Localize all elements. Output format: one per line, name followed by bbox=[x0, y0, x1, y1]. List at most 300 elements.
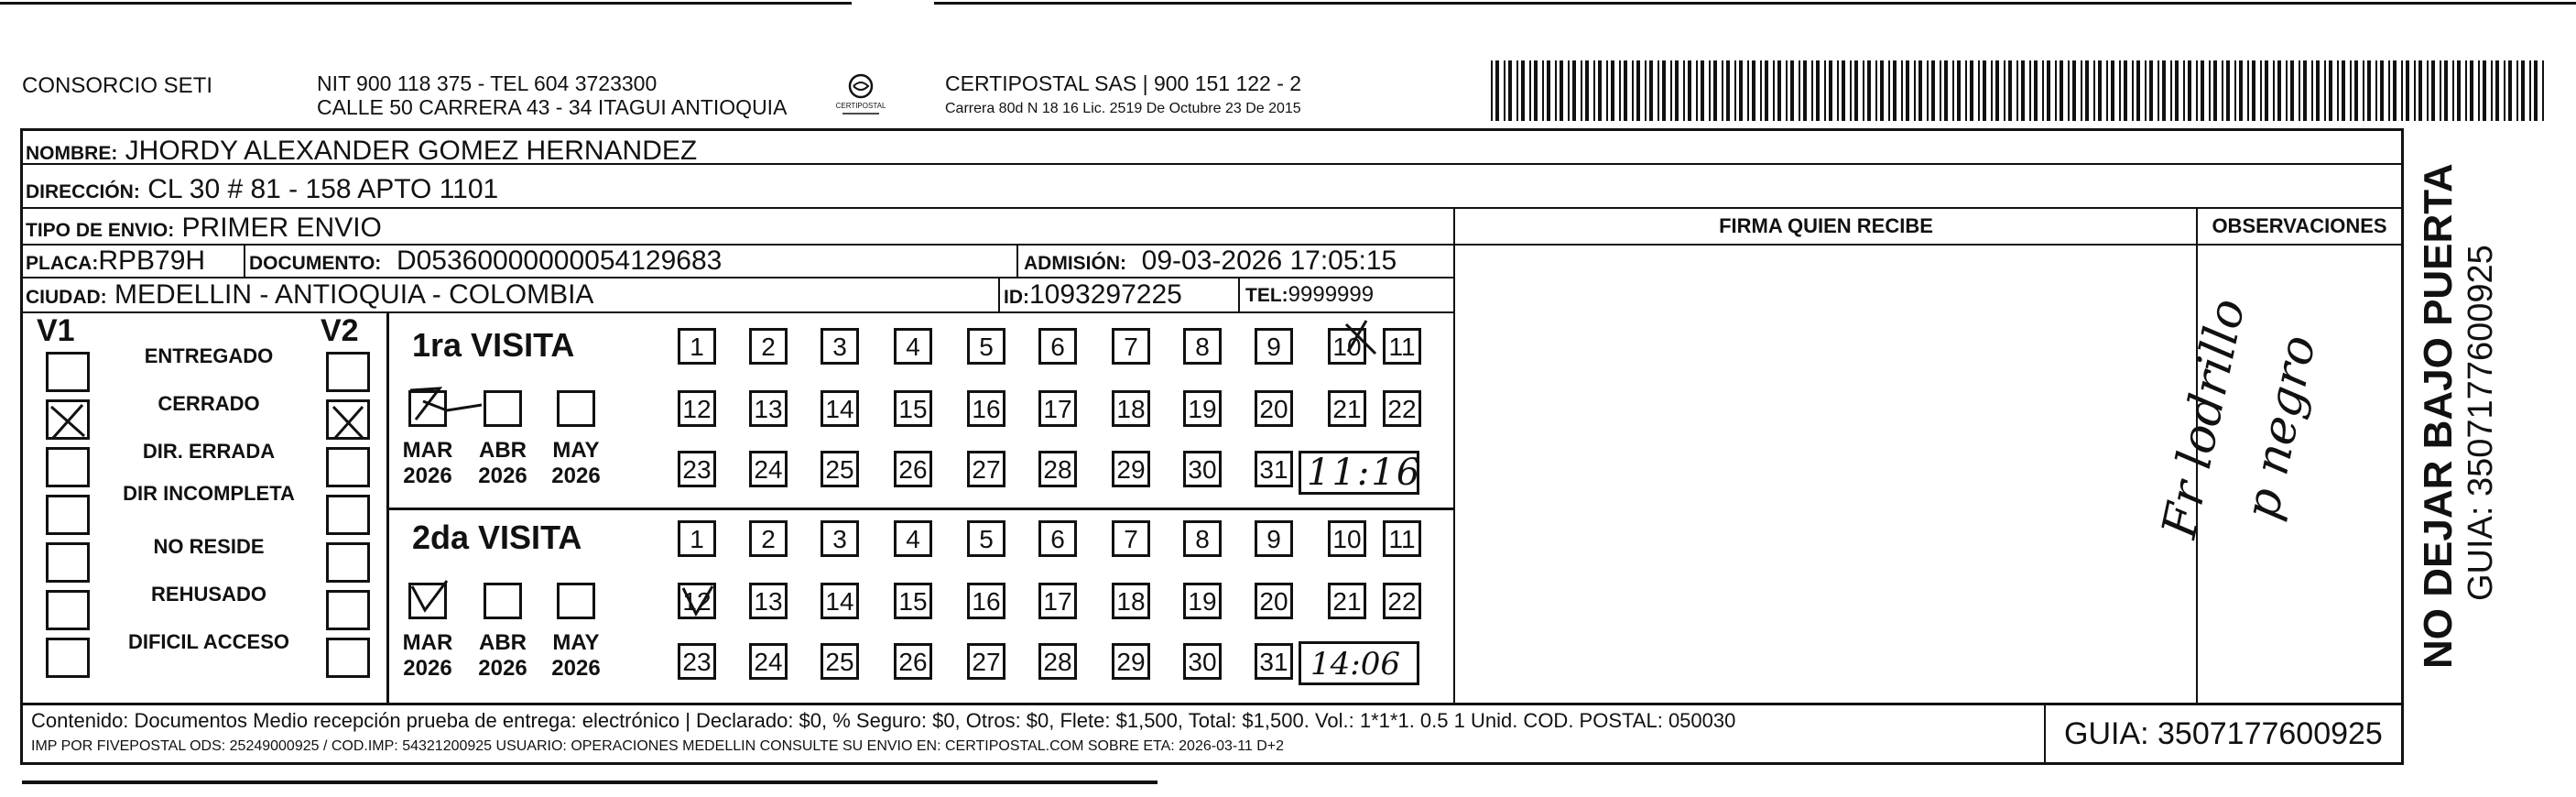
barcode-bar bbox=[1931, 60, 1935, 121]
visit1-time: 11:16 bbox=[1307, 452, 1422, 494]
visit2-day-box[interactable]: 23 bbox=[678, 643, 716, 680]
id-row bbox=[1004, 279, 1182, 311]
barcode-bar bbox=[2226, 60, 2230, 121]
barcode-bar bbox=[1842, 60, 1845, 121]
barcode-bar bbox=[2350, 60, 2352, 121]
barcode-bar bbox=[1701, 60, 1704, 121]
v2-checkbox-0[interactable] bbox=[326, 352, 370, 392]
barcode-bar bbox=[2504, 60, 2505, 121]
barcode-bar bbox=[2042, 60, 2044, 121]
visit1-day-box[interactable]: 17 bbox=[1038, 390, 1077, 427]
visit2-day-box[interactable]: 22 bbox=[1383, 583, 1421, 619]
signature-header: FIRMA QUIEN RECIBE bbox=[1719, 214, 1933, 237]
visit1-day-box[interactable]: 20 bbox=[1255, 390, 1293, 427]
barcode-bar bbox=[2427, 60, 2429, 121]
tel-value: 9999999 bbox=[1288, 282, 1375, 307]
tel-label: TEL: bbox=[1245, 285, 1288, 306]
status-option-label: DIR. ERRADA bbox=[142, 440, 276, 463]
barcode-bar bbox=[2004, 60, 2005, 121]
signature-left-border bbox=[1453, 207, 1455, 704]
footer-line bbox=[20, 703, 2404, 705]
visit1-year-label: 2026 bbox=[403, 464, 452, 488]
visit1-time-box bbox=[1299, 451, 1422, 495]
visit2-day-box[interactable]: 17 bbox=[1038, 583, 1077, 619]
footer-imp: IMP POR FIVEPOSTAL ODS: 25249000925 / COD.IMP: 54321200925 USUARIO: OPERACIONES MEDELLIN CONSULTE SU ENVIO EN: CERTIPOSTAL.COM SOBRE ETA: 2026-03-11 D+2 bbox=[31, 738, 1285, 754]
v1-checkbox-0[interactable] bbox=[46, 352, 90, 392]
barcode-bar bbox=[1529, 60, 1531, 121]
visit1-day-box[interactable]: 22 bbox=[1383, 390, 1421, 427]
barcode-bar bbox=[2406, 60, 2409, 121]
barcode-bar bbox=[1978, 60, 1980, 121]
barcode-bar bbox=[2260, 60, 2262, 121]
barcode-bar bbox=[1542, 60, 1544, 121]
visit2-year-label: 2026 bbox=[551, 656, 601, 681]
barcode-bar bbox=[2196, 60, 2198, 121]
observations-note-1: Fr lodrillo bbox=[2152, 294, 2256, 543]
barcode-bar bbox=[2542, 60, 2544, 121]
barcode-bar bbox=[1765, 60, 1768, 121]
name-label: NOMBRE: bbox=[26, 143, 118, 164]
v1-label: V1 bbox=[37, 313, 75, 348]
visit2-month-box-1[interactable] bbox=[484, 583, 522, 619]
shipment-type: PRIMER ENVIO bbox=[181, 213, 382, 243]
visit2-day-box[interactable]: 13 bbox=[749, 583, 788, 619]
company-address: CALLE 50 CARRERA 43 - 34 ITAGUI ANTIOQUIA bbox=[317, 95, 788, 119]
barcode-bar bbox=[2440, 60, 2441, 121]
v2-checkbox-6[interactable] bbox=[326, 638, 370, 678]
barcode-bar bbox=[2380, 60, 2384, 121]
visit2-day-box[interactable]: 10 bbox=[1328, 520, 1366, 557]
barcode bbox=[1491, 60, 2553, 121]
barcode-bar bbox=[2311, 60, 2313, 121]
barcode-bar bbox=[2414, 60, 2416, 121]
barcode-bar bbox=[1645, 60, 1647, 121]
barcode-bar bbox=[2149, 60, 2153, 121]
barcode-bar bbox=[2209, 60, 2211, 121]
barcode-bar bbox=[1739, 60, 1743, 121]
shipment-label: TIPO DE ENVIO: bbox=[26, 220, 175, 241]
barcode-bar bbox=[2277, 60, 2281, 121]
visit2-day-box[interactable]: 27 bbox=[967, 643, 1005, 680]
barcode-bar bbox=[1773, 60, 1775, 121]
barcode-bar bbox=[2337, 60, 2339, 121]
barcode-bar bbox=[2465, 60, 2467, 121]
visit1-day-box[interactable]: 5 bbox=[967, 328, 1005, 365]
visit1-day-box[interactable]: 23 bbox=[678, 451, 716, 487]
visit1-day-box[interactable]: 6 bbox=[1038, 328, 1077, 365]
visit1-day-box[interactable]: 18 bbox=[1112, 390, 1150, 427]
barcode-bar bbox=[1624, 60, 1627, 121]
id-label: ID: bbox=[1004, 287, 1029, 308]
visit2-day-box[interactable]: 19 bbox=[1183, 583, 1222, 619]
barcode-bar bbox=[1927, 60, 1929, 121]
company-name: CONSORCIO SETI bbox=[22, 73, 213, 98]
barcode-bar bbox=[1863, 60, 1864, 121]
visit2-time: 14:06 bbox=[1310, 646, 1400, 682]
footer-contents: Contenido: Documentos Medio recepción prueba de entrega: electrónico | Declarado: $0, % Seguro: $0, Otros: $0, Flete: $1,500, Total: $1,500. Vol.: 1*1*1. 0.5 1 Unid. COD. POSTAL: 050030 bbox=[31, 709, 1736, 732]
barcode-bar bbox=[2534, 60, 2538, 121]
visit2-day-mark-icon bbox=[676, 581, 718, 621]
observations-note-2: p negro bbox=[2234, 330, 2328, 525]
visit2-day-box[interactable]: 29 bbox=[1112, 643, 1150, 680]
barcode-bar bbox=[1547, 60, 1550, 121]
barcode-bar bbox=[2072, 60, 2076, 121]
side-guide-number: GUIA: 3507177600925 bbox=[2462, 245, 2500, 601]
visit1-day-box[interactable]: 10 bbox=[1328, 328, 1366, 365]
barcode-bar bbox=[2106, 60, 2108, 121]
barcode-bar bbox=[2444, 60, 2448, 121]
barcode-bar bbox=[2239, 60, 2243, 121]
visit1-day-box[interactable]: 4 bbox=[894, 328, 932, 365]
v1-checkbox-4[interactable] bbox=[46, 542, 90, 583]
barcode-bar bbox=[1995, 60, 1999, 121]
barcode-bar bbox=[2047, 60, 2050, 121]
visit1-day-box[interactable]: 2 bbox=[749, 328, 788, 365]
barcode-bar bbox=[1534, 60, 1538, 121]
shipment-row bbox=[26, 213, 382, 244]
barcode-bar bbox=[1888, 60, 1890, 121]
barcode-bar bbox=[1799, 60, 1800, 121]
barcode-bar bbox=[2060, 60, 2063, 121]
barcode-bar bbox=[1675, 60, 1679, 121]
visit1-month-label: MAY bbox=[552, 438, 600, 463]
visit1-day-box[interactable]: 25 bbox=[821, 451, 859, 487]
visit2-year-label: 2026 bbox=[403, 656, 452, 681]
visit2-day-box[interactable]: 18 bbox=[1112, 583, 1150, 619]
barcode-bar bbox=[2273, 60, 2275, 121]
barcode-bar bbox=[2431, 60, 2435, 121]
barcode-bar bbox=[2068, 60, 2070, 121]
visit2-month-label: MAY bbox=[552, 630, 600, 655]
visit2-month-label: ABR bbox=[479, 630, 527, 655]
visit2-day-box[interactable]: 4 bbox=[894, 520, 932, 557]
barcode-bar bbox=[1508, 60, 1512, 121]
v2-checkbox-5[interactable] bbox=[326, 590, 370, 630]
visit2-month-mark-icon bbox=[407, 577, 452, 619]
barcode-bar bbox=[1944, 60, 1948, 121]
barcode-bar bbox=[1752, 60, 1755, 121]
barcode-bar bbox=[2354, 60, 2358, 121]
visit1-month-label: ABR bbox=[479, 438, 527, 463]
frame-left bbox=[20, 128, 23, 765]
barcode-bar bbox=[1811, 60, 1813, 121]
visit1-day-box[interactable]: 19 bbox=[1183, 390, 1222, 427]
barcode-bar bbox=[1854, 60, 1858, 121]
v2-cerrado-mark-icon bbox=[326, 401, 370, 442]
barcode-bar bbox=[1516, 60, 1518, 121]
visit2-day-box[interactable]: 30 bbox=[1183, 643, 1222, 680]
visit2-day-box[interactable]: 2 bbox=[749, 520, 788, 557]
barcode-bar bbox=[1940, 60, 1941, 121]
barcode-bar bbox=[1803, 60, 1807, 121]
certipostal-logo bbox=[835, 71, 886, 119]
visit2-day-box[interactable]: 12 bbox=[678, 583, 716, 619]
visit2-title: 2da VISITA bbox=[412, 519, 582, 556]
visit2-day-box[interactable]: 6 bbox=[1038, 520, 1077, 557]
barcode-bar bbox=[1581, 60, 1582, 121]
barcode-bar bbox=[1816, 60, 1820, 121]
barcode-bar bbox=[2222, 60, 2223, 121]
barcode-bar bbox=[2145, 60, 2147, 121]
barcode-bar bbox=[2162, 60, 2166, 121]
barcode-bar bbox=[2457, 60, 2461, 121]
v1-checkbox-5[interactable] bbox=[46, 590, 90, 630]
barcode-bar bbox=[2375, 60, 2377, 121]
barcode-bar bbox=[1585, 60, 1589, 121]
barcode-bar bbox=[2034, 60, 2038, 121]
visit1-day-box[interactable]: 12 bbox=[678, 390, 716, 427]
barcode-bar bbox=[1824, 60, 1826, 121]
visit1-day-box[interactable]: 8 bbox=[1183, 328, 1222, 365]
barcode-bar bbox=[1991, 60, 1993, 121]
visit1-day-box[interactable]: 7 bbox=[1112, 328, 1150, 365]
cell-divider bbox=[998, 277, 1000, 311]
barcode-bar bbox=[2324, 60, 2326, 121]
visit2-day-box[interactable]: 8 bbox=[1183, 520, 1222, 557]
plate-label: PLACA: bbox=[26, 253, 99, 274]
barcode-bar bbox=[1619, 60, 1621, 121]
barcode-bar bbox=[2363, 60, 2364, 121]
recipient-address: CL 30 # 81 - 158 APTO 1101 bbox=[147, 174, 499, 204]
visit2-day-box[interactable]: 5 bbox=[967, 520, 1005, 557]
barcode-bar bbox=[1658, 60, 1659, 121]
barcode-bar bbox=[1504, 60, 1505, 121]
tel-row bbox=[1245, 282, 1374, 308]
barcode-bar bbox=[2158, 60, 2159, 121]
v2-checkbox-2[interactable] bbox=[326, 447, 370, 487]
barcode-bar bbox=[2055, 60, 2057, 121]
barcode-bar bbox=[1611, 60, 1614, 121]
visit1-year-label: 2026 bbox=[478, 464, 527, 488]
status-option-label: REHUSADO bbox=[151, 583, 266, 606]
admission-label: ADMISIÓN: bbox=[1024, 253, 1126, 274]
barcode-bar bbox=[1593, 60, 1595, 121]
barcode-bar bbox=[2401, 60, 2403, 121]
visit2-day-box[interactable]: 1 bbox=[678, 520, 716, 557]
city-label: CIUDAD: bbox=[26, 287, 107, 308]
barcode-bar bbox=[2021, 60, 2025, 121]
nit-line: NIT 900 118 375 - TEL 604 3723300 bbox=[317, 71, 658, 95]
visit2-month-box-2[interactable] bbox=[557, 583, 595, 619]
visit2-day-box[interactable]: 11 bbox=[1383, 520, 1421, 557]
barcode-bar bbox=[1777, 60, 1781, 121]
barcode-bar bbox=[1606, 60, 1608, 121]
visit1-day-box[interactable]: 21 bbox=[1328, 390, 1366, 427]
barcode-bar bbox=[2136, 60, 2140, 121]
barcode-bar bbox=[1683, 60, 1685, 121]
visit1-day-box[interactable]: 11 bbox=[1383, 328, 1421, 365]
barcode-bar bbox=[1786, 60, 1788, 121]
visit2-day-box[interactable]: 25 bbox=[821, 643, 859, 680]
visit1-day-box[interactable]: 29 bbox=[1112, 451, 1150, 487]
barcode-bar bbox=[1598, 60, 1602, 121]
visit2-day-box[interactable]: 3 bbox=[821, 520, 859, 557]
barcode-bar bbox=[2029, 60, 2031, 121]
barcode-bar bbox=[2529, 60, 2531, 121]
name-row bbox=[26, 136, 697, 167]
v1-checkbox-3[interactable] bbox=[46, 495, 90, 535]
recipient-name: JHORDY ALEXANDER GOMEZ HERNANDEZ bbox=[125, 136, 698, 166]
frame-top bbox=[20, 128, 2404, 131]
barcode-bar bbox=[1965, 60, 1967, 121]
visit1-day-box[interactable]: 27 bbox=[967, 451, 1005, 487]
status-option-label: CERRADO bbox=[158, 392, 260, 415]
barcode-bar bbox=[1957, 60, 1961, 121]
visit1-day-box[interactable]: 28 bbox=[1038, 451, 1077, 487]
barcode-bar bbox=[1952, 60, 1954, 121]
barcode-bar bbox=[1829, 60, 1832, 121]
barcode-bar bbox=[2388, 60, 2390, 121]
barcode-bar bbox=[1760, 60, 1762, 121]
visit2-time-box bbox=[1299, 641, 1419, 685]
visit2-day-box[interactable]: 14 bbox=[821, 583, 859, 619]
v1-checkbox-2[interactable] bbox=[46, 447, 90, 487]
barcode-bar bbox=[2183, 60, 2185, 121]
barcode-bar bbox=[1649, 60, 1653, 121]
v2-checkbox-3[interactable] bbox=[326, 495, 370, 535]
barcode-bar bbox=[1790, 60, 1794, 121]
frame-bottom bbox=[20, 762, 2404, 765]
barcode-bar bbox=[2132, 60, 2134, 121]
plate-row bbox=[26, 246, 205, 277]
v1-cerrado-mark-icon bbox=[46, 401, 90, 442]
visit2-day-box[interactable]: 26 bbox=[894, 643, 932, 680]
barcode-bar bbox=[1901, 60, 1903, 121]
visit2-day-box[interactable]: 31 bbox=[1255, 643, 1293, 680]
visit1-day-box[interactable]: 13 bbox=[749, 390, 788, 427]
barcode-bar bbox=[1670, 60, 1672, 121]
barcode-bar bbox=[2299, 60, 2300, 121]
barcode-bar bbox=[1867, 60, 1871, 121]
barcode-bar bbox=[1495, 60, 1499, 121]
visit2-day-box[interactable]: 15 bbox=[894, 583, 932, 619]
barcode-bar bbox=[1983, 60, 1986, 121]
visit2-day-box[interactable]: 7 bbox=[1112, 520, 1150, 557]
visit1-day-box[interactable]: 26 bbox=[894, 451, 932, 487]
barcode-bar bbox=[1837, 60, 1839, 121]
status-option-label: ENTREGADO bbox=[144, 344, 274, 367]
visit1-day-box[interactable]: 15 bbox=[894, 390, 932, 427]
barcode-bar bbox=[2008, 60, 2012, 121]
barcode-bar bbox=[2508, 60, 2512, 121]
barcode-bar bbox=[1726, 60, 1730, 121]
barcode-bar bbox=[2367, 60, 2371, 121]
address-label: DIRECCIÓN: bbox=[26, 181, 140, 202]
barcode-bar bbox=[1713, 60, 1717, 121]
barcode-bar bbox=[2393, 60, 2397, 121]
barcode-bar bbox=[1555, 60, 1557, 121]
guide-divider bbox=[2044, 703, 2046, 763]
barcode-bar bbox=[1734, 60, 1736, 121]
visit2-day-box[interactable]: 21 bbox=[1328, 583, 1366, 619]
barcode-bar bbox=[2418, 60, 2422, 121]
visit1-month-mark-icon bbox=[403, 383, 504, 429]
barcode-bar bbox=[2495, 60, 2499, 121]
visit2-day-box[interactable]: 24 bbox=[749, 643, 788, 680]
barcode-bar bbox=[1662, 60, 1666, 121]
visit1-day-box[interactable]: 31 bbox=[1255, 451, 1293, 487]
barcode-bar bbox=[1688, 60, 1691, 121]
city-value: MEDELLIN - ANTIOQUIA - COLOMBIA bbox=[114, 279, 594, 310]
barcode-bar bbox=[1636, 60, 1640, 121]
barcode-bar bbox=[2521, 60, 2525, 121]
cell-divider bbox=[244, 244, 245, 277]
visit1-month-box-2[interactable] bbox=[557, 390, 595, 427]
barcode-bar bbox=[2265, 60, 2268, 121]
visit1-day-box[interactable]: 24 bbox=[749, 451, 788, 487]
barcode-bar bbox=[2201, 60, 2204, 121]
frame-right bbox=[2401, 128, 2404, 765]
top-edge-line bbox=[0, 2, 852, 5]
barcode-bar bbox=[1632, 60, 1634, 121]
barcode-bar bbox=[2093, 60, 2095, 121]
barcode-bar bbox=[1560, 60, 1563, 121]
barcode-bar bbox=[1722, 60, 1723, 121]
admission-row bbox=[1024, 246, 1397, 277]
visit2-day-box[interactable]: 20 bbox=[1255, 583, 1293, 619]
visit1-day-box[interactable]: 1 bbox=[678, 328, 716, 365]
visit1-day-box[interactable]: 9 bbox=[1255, 328, 1293, 365]
v2-checkbox-4[interactable] bbox=[326, 542, 370, 583]
barcode-bar bbox=[2316, 60, 2320, 121]
barcode-bar bbox=[1906, 60, 1909, 121]
city-row bbox=[26, 279, 593, 311]
observations-header: OBSERVACIONES bbox=[2212, 214, 2387, 237]
row-line bbox=[20, 311, 1453, 313]
document-label: DOCUMENTO: bbox=[249, 253, 382, 274]
barcode-bar bbox=[1568, 60, 1570, 121]
visit1-year-label: 2026 bbox=[551, 464, 601, 488]
visit1-day-box[interactable]: 30 bbox=[1183, 451, 1222, 487]
barcode-bar bbox=[2470, 60, 2473, 121]
visit1-day-mark-icon bbox=[1339, 317, 1385, 359]
barcode-bar bbox=[1918, 60, 1922, 121]
barcode-bar bbox=[2111, 60, 2114, 121]
visit1-day-box[interactable]: 3 bbox=[821, 328, 859, 365]
barcode-bar bbox=[1970, 60, 1973, 121]
document-row bbox=[249, 246, 722, 277]
barcode-bar bbox=[2452, 60, 2454, 121]
barcode-bar bbox=[2329, 60, 2332, 121]
barcode-bar bbox=[2286, 60, 2288, 121]
visit2-day-box[interactable]: 9 bbox=[1255, 520, 1293, 557]
v1-checkbox-6[interactable] bbox=[46, 638, 90, 678]
admission-value: 09-03-2026 17:05:15 bbox=[1141, 246, 1397, 276]
barcode-bar bbox=[2252, 60, 2255, 121]
barcode-bar bbox=[2234, 60, 2236, 121]
footer-guide-number: GUIA: 3507177600925 bbox=[2064, 716, 2383, 751]
barcode-bar bbox=[2483, 60, 2486, 121]
barcode-bar bbox=[1850, 60, 1852, 121]
barcode-bar bbox=[2342, 60, 2345, 121]
barcode-bar bbox=[2290, 60, 2294, 121]
visit1-day-box[interactable]: 16 bbox=[967, 390, 1005, 427]
visit1-title: 1ra VISITA bbox=[412, 326, 575, 364]
visit2-day-box[interactable]: 16 bbox=[967, 583, 1005, 619]
visit2-day-box[interactable]: 28 bbox=[1038, 643, 1077, 680]
barcode-bar bbox=[1572, 60, 1576, 121]
barcode-bar bbox=[2478, 60, 2480, 121]
barcode-bar bbox=[2491, 60, 2493, 121]
barcode-bar bbox=[1709, 60, 1711, 121]
barcode-bar bbox=[1914, 60, 1916, 121]
visit1-day-box[interactable]: 14 bbox=[821, 390, 859, 427]
barcode-bar bbox=[2124, 60, 2127, 121]
visit2-year-label: 2026 bbox=[478, 656, 527, 681]
barcode-bar bbox=[1747, 60, 1749, 121]
plate-value: RPB79H bbox=[98, 246, 206, 276]
license-line: Carrera 80d N 18 16 Lic. 2519 De Octubre 23 De 2015 bbox=[945, 101, 1301, 116]
